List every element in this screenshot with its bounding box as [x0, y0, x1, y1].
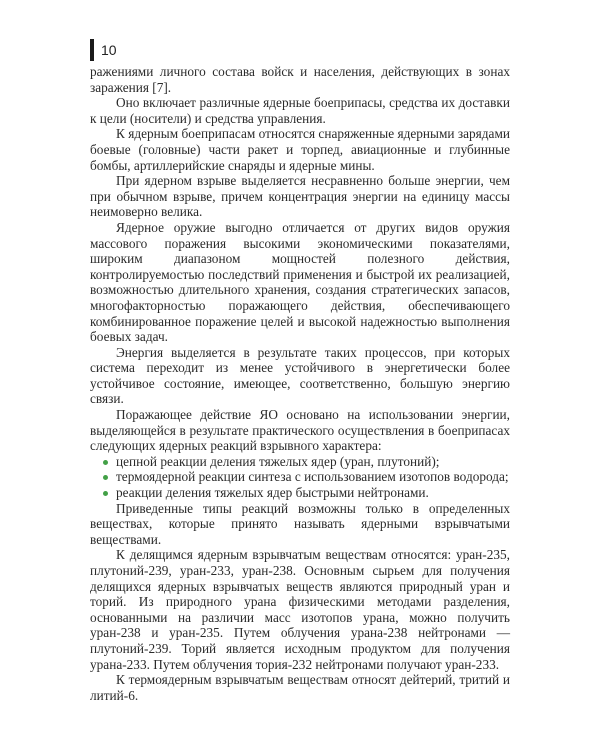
paragraph: Приведенные типы реакций возможны только в определенных веществах, которые принято называть ядерными взрывчатыми веществами.	[90, 500, 510, 547]
page-body	[90, 64, 510, 703]
bullet-icon	[103, 491, 108, 496]
paragraph: ражениями личного состава войск и населения, действующих в зонах заражения [7].	[90, 64, 510, 95]
bullet-icon	[103, 475, 108, 480]
list-item	[90, 469, 510, 485]
list-item	[90, 485, 510, 501]
paragraph: При ядерном взрыве выделяется несравненно больше энергии, чем при обычном взрыве, причем концентрация энергии на единицу массы неимоверно велика.	[90, 173, 510, 220]
paragraph: К термоядерным взрывчатым веществам относят дейтерий, тритий и литий-6.	[90, 672, 510, 703]
list-item-text: цепной реакции деления тяжелых ядер (уран, плутоний);	[116, 453, 440, 469]
page-number-bar	[90, 39, 94, 61]
list-item	[90, 454, 510, 470]
paragraph: Поражающее действие ЯО основано на использовании энергии, выделяющейся в результате практического осуществления в боеприпасах следующих ядерных реакций взрывного характера:	[90, 407, 510, 454]
list-item-text: термоядерной реакции синтеза с использованием изотопов водорода;	[116, 469, 509, 485]
page-number: 10	[101, 42, 117, 58]
list-item-text: реакции деления тяжелых ядер быстрыми нейтронами.	[116, 485, 429, 501]
paragraph: К ядерным боеприпасам относятся снаряженные ядерными зарядами боевые (головные) части ракет и торпед, авиационные и глубинные бомбы, артиллерийские снаряды и ядерные мины.	[90, 126, 510, 173]
reaction-list	[90, 454, 510, 501]
paragraph: Энергия выделяется в результате таких процессов, при которых система переходит из менее устойчивого в энергетически более устойчивое состояние, имеющее, соответственно, большую энергию связи.	[90, 344, 510, 407]
paragraph: Оно включает различные ядерные боеприпасы, средства их доставки к цели (носители) и средства управления.	[90, 95, 510, 126]
paragraph: Ядерное оружие выгодно отличается от других видов оружия массового поражения высокими экономическими показателями, широким диапазоном мощностей полезного действия, контролируемостью последствий применения и быстрой их реализацией, возможностью длительного хранения, создания стратегических запасов, многофакторностью поражающего действия, обеспечивающего комбинированное поражение целей и высокой надежностью выполнения боевых задач.	[90, 219, 510, 345]
bullet-icon	[103, 460, 108, 465]
page-header	[90, 38, 117, 62]
paragraph: К делящимся ядерным взрывчатым веществам относятся: уран-235, плутоний-239, уран-233, уран-238. Основным сырьем для получения делящихся ядерных взрывчатых веществ являются природный уран и торий. Из природного урана физическими методами разделения, основанными на различии масс изотопов урана, можно получить уран-238 и уран-235. Путем облучения урана-238 нейтронами — плутоний-239. Торий является исходным продуктом для получения урана-233. Путем облучения тория-232 нейтронами получают уран-233.	[90, 547, 510, 672]
